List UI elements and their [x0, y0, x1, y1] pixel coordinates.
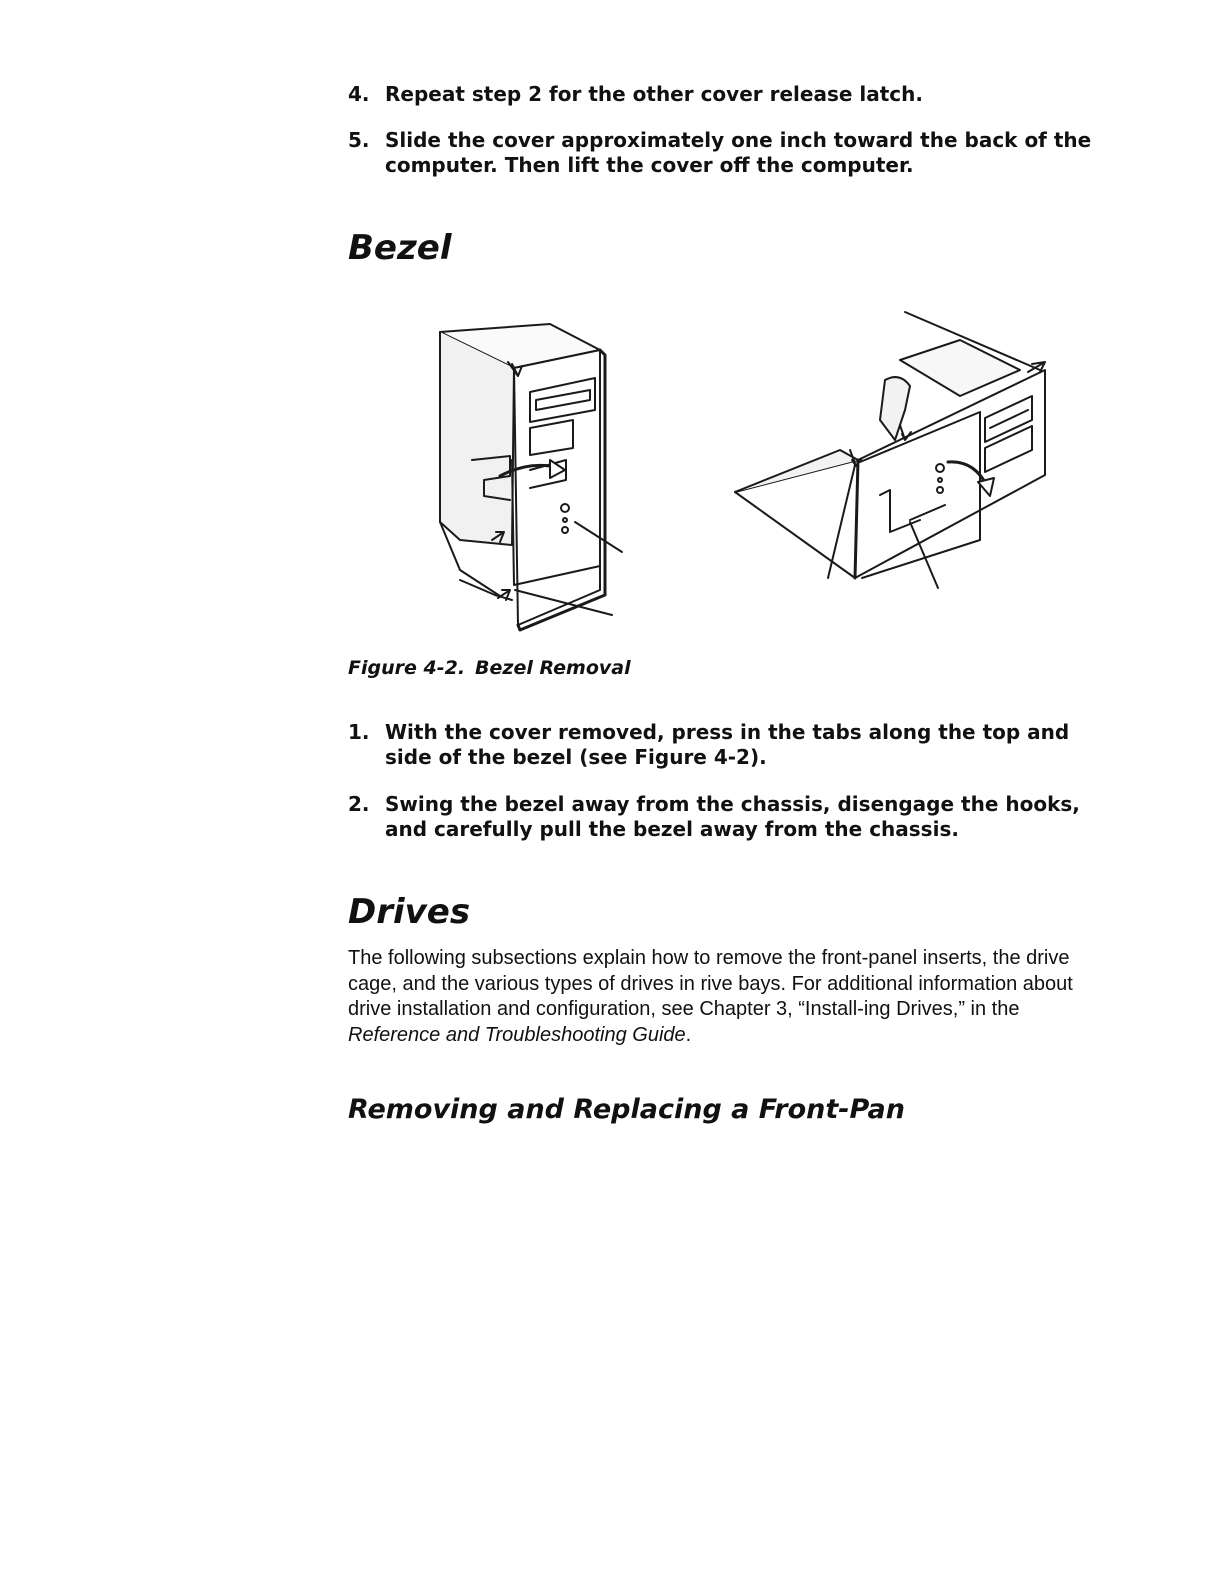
step-text: Swing the bezel away from the chassis, disengage the hooks, and carefully pull the bezel away from the chassis.	[385, 792, 1080, 841]
step-5	[348, 128, 1108, 178]
bezel-step-1	[348, 720, 1108, 770]
figure-label: Figure 4-2.	[348, 657, 466, 679]
bezel-removal-illustration	[400, 300, 1060, 635]
figure-title: Bezel Removal	[475, 657, 631, 679]
step-number: 2.	[348, 792, 370, 816]
step-number: 1.	[348, 720, 370, 744]
step-number: 5.	[348, 128, 370, 152]
drives-para-end: .	[685, 1023, 692, 1046]
figure-caption	[348, 656, 631, 680]
bezel-step-2	[348, 792, 1108, 842]
step-4	[348, 82, 1108, 107]
drives-paragraph	[348, 946, 1108, 1048]
drives-para-part2: rive bays. For additional information about drive installation and configuration, see Chapter 3, “Install-ing Drives,” in the	[348, 972, 1073, 1020]
desktop-drawing	[735, 312, 1045, 588]
step-text: Slide the cover approximately one inch toward the back of the computer. Then lift the cover off the computer.	[385, 128, 1092, 177]
drives-heading: Drives	[348, 892, 471, 932]
front-panel-subheading: Removing and Replacing a Front-Pan	[348, 1094, 905, 1125]
bezel-heading: Bezel	[348, 228, 452, 268]
step-number: 4.	[348, 82, 370, 106]
tower-drawing	[440, 324, 622, 630]
step-text: Repeat step 2 for the other cover release latch.	[385, 82, 923, 106]
drives-para-part1: The following subsections explain how to remove the front-panel inserts, the drive cage, and the various types of drives in	[348, 947, 1070, 995]
reference-guide-title: Reference and Troubleshooting Guide	[348, 1023, 686, 1046]
step-text: With the cover removed, press in the tabs along the top and side of the bezel (see Figure 4-2).	[385, 720, 1070, 769]
